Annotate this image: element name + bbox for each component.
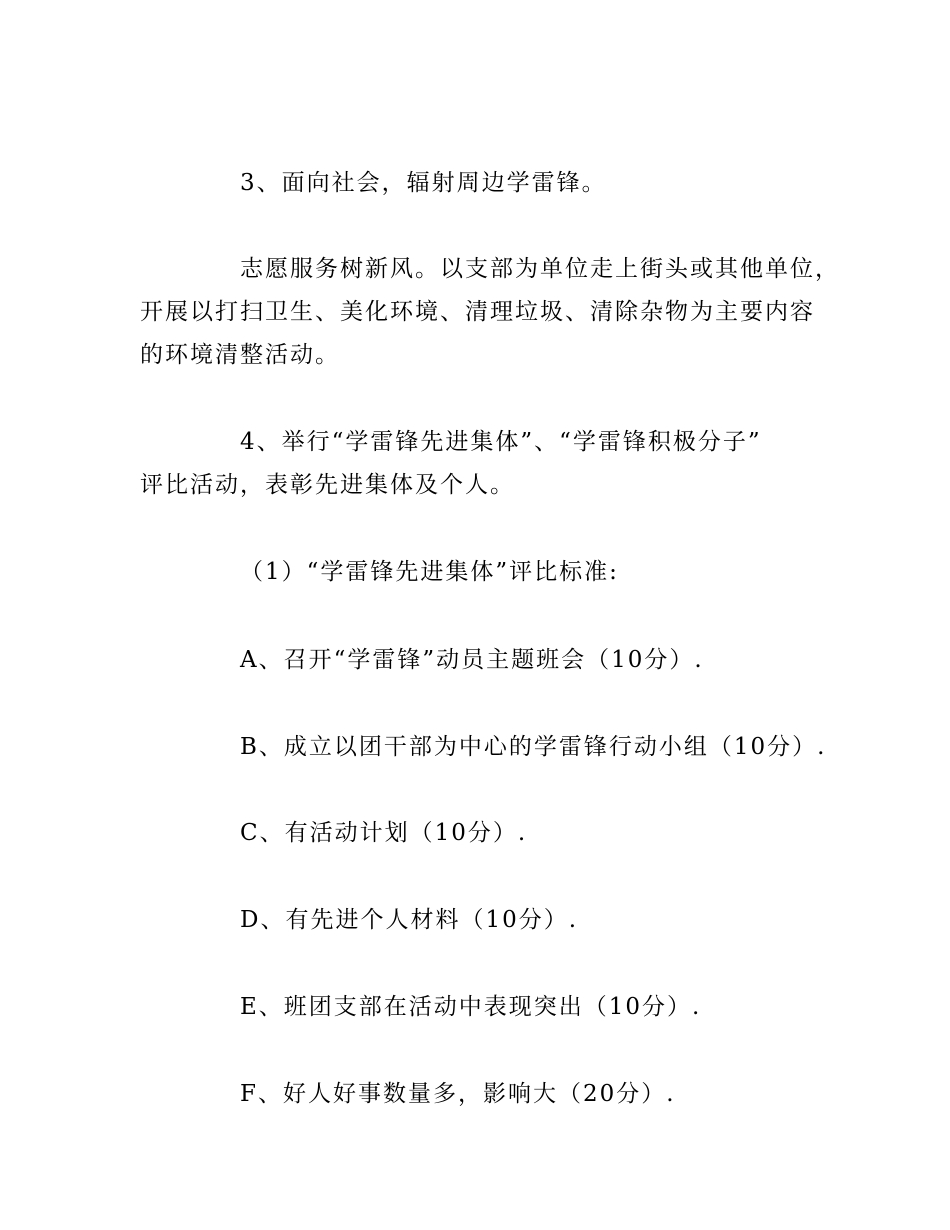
- paragraph-volunteer-line-3: 的环境清整活动。: [140, 342, 340, 368]
- criteria-heading: （1）“学雷锋先进集体”评比标准:: [240, 559, 619, 585]
- paragraph-item-4-line-1: 4、举行“学雷锋先进集体”、“学雷锋积极分子”: [240, 429, 762, 455]
- criteria-item-e: E、班团支部在活动中表现突出（10分）.: [240, 994, 702, 1020]
- criteria-item-f: F、好人好事数量多，影响大（20分）.: [240, 1081, 676, 1107]
- paragraph-item-3-heading: 3、面向社会，辐射周边学雷锋。: [240, 170, 607, 196]
- paragraph-volunteer-line-1: 志愿服务树新风。以支部为单位走上街头或其他单位，: [240, 256, 840, 282]
- criteria-item-c: C、有活动计划（10分）.: [240, 820, 528, 846]
- criteria-item-a: A、召开“学雷锋”动员主题班会（10分）.: [240, 647, 704, 673]
- criteria-item-b: B、成立以团干部为中心的学雷锋行动小组（10分）.: [240, 734, 827, 760]
- paragraph-volunteer-line-2: 开展以打扫卫生、美化环境、清理垃圾、清除杂物为主要内容: [140, 299, 815, 325]
- paragraph-item-4-line-2: 评比活动，表彰先进集体及个人。: [140, 472, 515, 498]
- criteria-item-d: D、有先进个人材料（10分）.: [240, 907, 579, 933]
